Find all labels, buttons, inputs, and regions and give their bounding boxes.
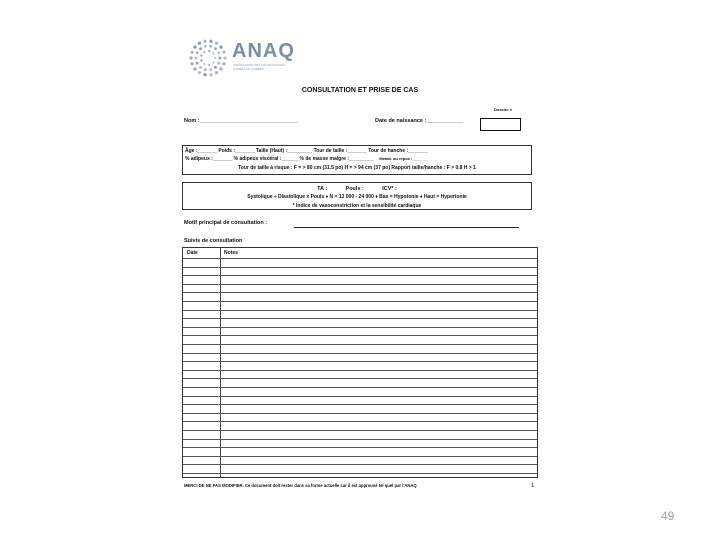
- logo-dot: [209, 40, 212, 43]
- logo-dot: [193, 45, 196, 48]
- logo-dot: [203, 63, 205, 65]
- logo-subtitle: ASSOCIATION DES NATUROPATHES AGRÉÉS DU QUÉBEC: [233, 63, 286, 71]
- logo-dot: [203, 40, 206, 43]
- birthdate-field[interactable]: Date de naissance :____________: [375, 118, 464, 124]
- measures-line-2: [185, 156, 531, 162]
- table-row[interactable]: [183, 421, 537, 422]
- table-row[interactable]: [183, 404, 537, 405]
- logo-dot: [212, 52, 214, 54]
- logo-dot: [214, 57, 216, 59]
- footer-notice: MERCI DE NE PAS MODIFIER. Ce document doit rester dans sa forme actuelle car il est approuvé tel quel par l'ANAQ: [184, 483, 417, 488]
- measurements-box: [182, 145, 532, 175]
- logo-dot: [190, 62, 193, 65]
- measures-line-1: Âge :_______ Poids :_______ Taille (Haut) :_________ Tour de taille :_______ Tour de hanche :_______: [185, 148, 428, 154]
- logo-dot: [198, 42, 201, 45]
- logo-dot: [203, 51, 205, 53]
- table-row[interactable]: [183, 327, 537, 328]
- logo-dot: [223, 56, 226, 59]
- slide-number: 49: [661, 509, 675, 523]
- logo-dot: [209, 68, 212, 71]
- logo-dot: [204, 45, 207, 48]
- logo-dot: [222, 62, 225, 65]
- anaq-logo: [188, 38, 298, 78]
- table-row[interactable]: [183, 344, 537, 345]
- motif-field[interactable]: [184, 220, 267, 226]
- document-page: [178, 30, 542, 510]
- logo-dot: [217, 62, 220, 65]
- table-row[interactable]: [183, 378, 537, 379]
- logo-dot: [208, 50, 210, 52]
- logo-dot: [219, 57, 222, 60]
- table-row[interactable]: [183, 430, 537, 431]
- logo-wordmark: ANAQ: [232, 40, 295, 62]
- body-composition-fields: % adipeux :_______ % adipeux viscéral :______ % de masse maigre :_________: [185, 156, 375, 162]
- logo-dot: [189, 56, 192, 59]
- logo-dot: [219, 45, 222, 48]
- notes-column-header: Notes: [224, 250, 238, 256]
- date-column-header: Date: [187, 250, 198, 256]
- table-row[interactable]: [183, 284, 537, 285]
- table-row[interactable]: [183, 464, 537, 465]
- table-row[interactable]: [183, 447, 537, 448]
- column-divider: [220, 248, 221, 477]
- table-row[interactable]: [183, 292, 537, 293]
- table-row[interactable]: [183, 318, 537, 319]
- pressure-formula: Systolique ÷ Diastolique x Pouls ♦ N = 12 000 - 24 000 ♦ Bas = Hypotonie ♦ Haut = Hypertonie: [247, 194, 467, 200]
- logo-dot: [215, 71, 218, 74]
- table-row[interactable]: [183, 396, 537, 397]
- table-row[interactable]: [183, 275, 537, 276]
- logo-dot: [200, 59, 202, 61]
- dossier-number-field[interactable]: [480, 118, 521, 131]
- ta-pulse-icv-line: TA : Pouls : ICV* :: [317, 186, 397, 192]
- blood-pressure-box: [182, 182, 532, 210]
- page-number: 1: [531, 483, 535, 489]
- table-row[interactable]: [183, 310, 537, 311]
- consultation-notes-table: [182, 247, 538, 478]
- table-row[interactable]: [183, 258, 537, 259]
- waist-risk-note: Tour de taille à risque : F = > 80 cm (31.5 po) H = > 94 cm (37 po) Rapport taille/hanche : F > 0.8 H > 1: [238, 165, 476, 171]
- icv-footnote: * Indice de vasoconstriction et la sensibilité cardiaque: [292, 203, 422, 209]
- suivis-heading: Suivis de consultation: [184, 238, 243, 244]
- logo-dot: [203, 73, 206, 76]
- logo-dot: [214, 47, 217, 50]
- table-row[interactable]: [183, 456, 537, 457]
- table-row[interactable]: [183, 387, 537, 388]
- logo-dot: [204, 68, 207, 71]
- table-row[interactable]: [183, 370, 537, 371]
- dossier-label: Dossier #: [494, 107, 513, 112]
- table-row[interactable]: [183, 361, 537, 362]
- logo-dot: [214, 66, 217, 69]
- logo-dot: [199, 47, 202, 50]
- table-row[interactable]: [183, 335, 537, 336]
- logo-dot: [195, 57, 198, 60]
- logo-dot: [196, 51, 199, 54]
- table-row[interactable]: [183, 301, 537, 302]
- logo-dot: [212, 61, 214, 63]
- logo-dot: [219, 67, 222, 70]
- logo-dot: [200, 55, 202, 57]
- table-row[interactable]: [183, 267, 537, 268]
- logo-dot: [209, 45, 212, 48]
- logo-dot: [208, 64, 210, 66]
- logo-dot: [196, 62, 199, 65]
- metab-rest-field: Métab. au repos :_______: [379, 156, 428, 161]
- table-row[interactable]: [183, 413, 537, 414]
- dot-ring-icon: [188, 38, 228, 78]
- logo-dot: [198, 71, 201, 74]
- name-field[interactable]: Nom :________________________________: [184, 118, 298, 124]
- logo-dot: [217, 51, 220, 54]
- logo-dot: [215, 42, 218, 45]
- logo-dot: [190, 51, 193, 54]
- table-row[interactable]: [183, 439, 537, 440]
- logo-dot: [199, 66, 202, 69]
- motif-label: Motif principal de consultation :: [184, 220, 268, 226]
- logo-dot: [209, 73, 212, 76]
- logo-dot: [193, 67, 196, 70]
- logo-dot: [222, 51, 225, 54]
- table-row[interactable]: [183, 473, 537, 474]
- table-row[interactable]: [183, 353, 537, 354]
- motif-underline: [294, 227, 519, 228]
- form-title: CONSULTATION ET PRISE DE CAS: [301, 87, 419, 94]
